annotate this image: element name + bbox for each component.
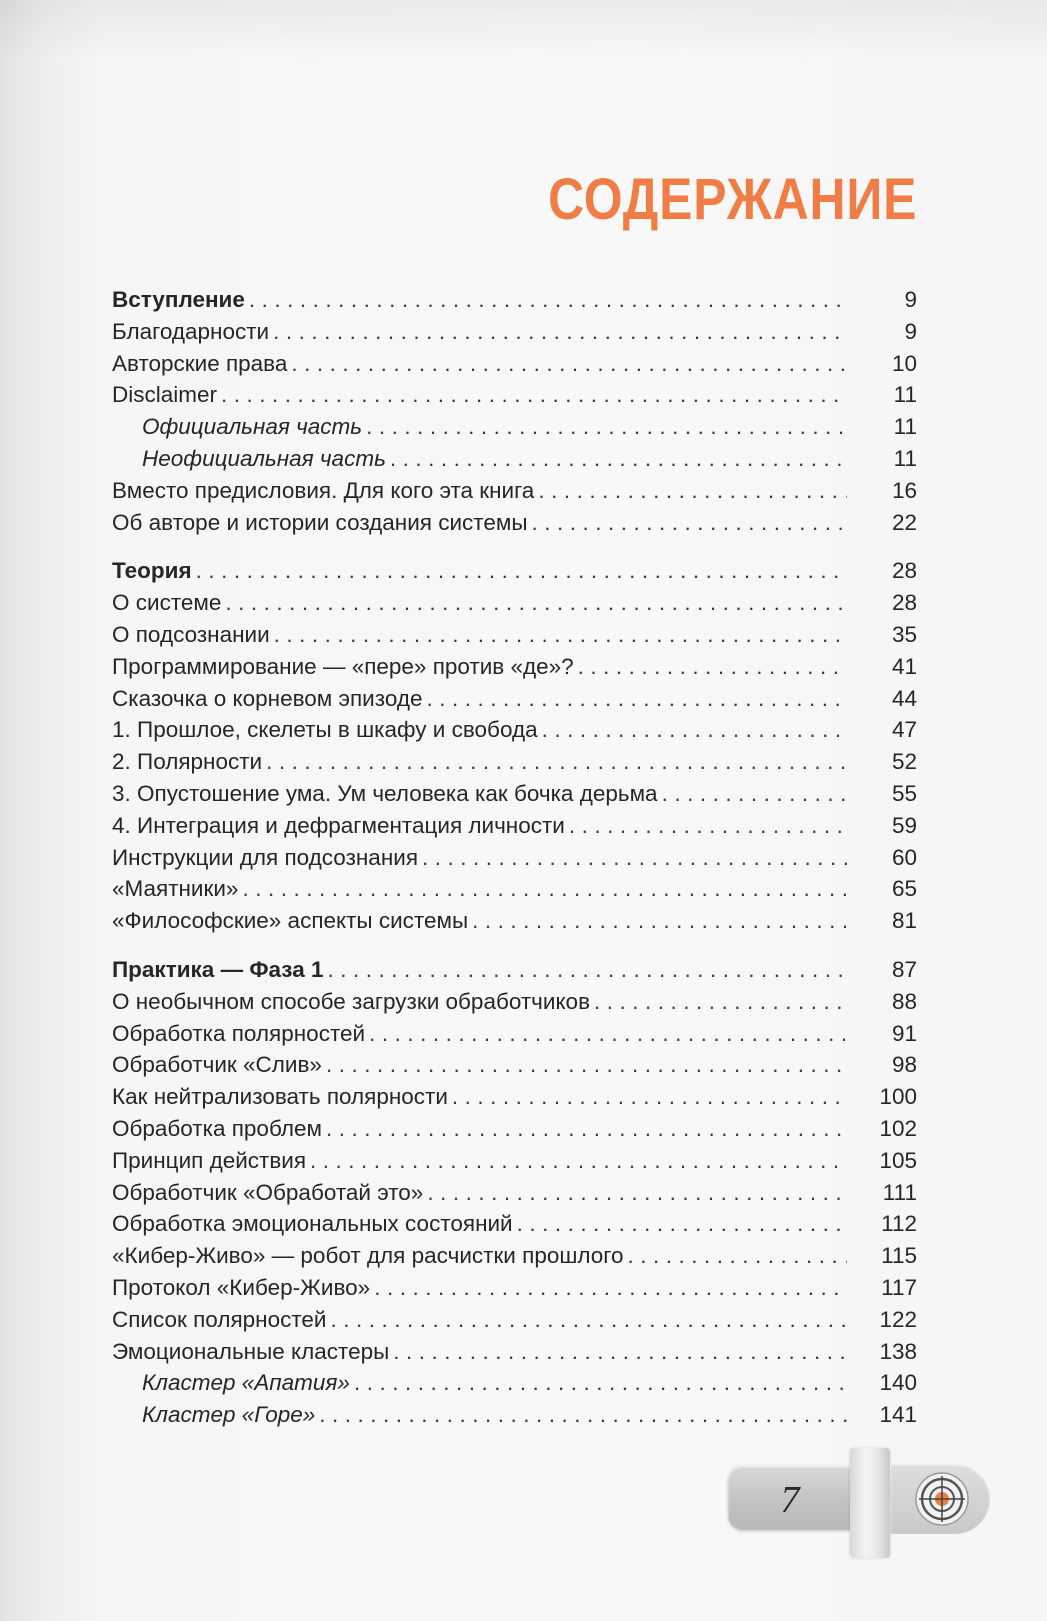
toc-entry-label: Сказочка о корневом эпизоде xyxy=(112,685,423,711)
toc-entry-page: 11 xyxy=(893,445,917,471)
toc-entry xyxy=(112,1208,917,1240)
toc-subentry xyxy=(112,1399,917,1431)
dot-leader xyxy=(330,1304,847,1336)
toc-entry-label: Об авторе и истории создания системы xyxy=(112,509,528,535)
toc-entry-page: 47 xyxy=(891,717,917,743)
footer-decorative-bar xyxy=(850,1448,890,1558)
dot-leader xyxy=(291,348,847,380)
toc-entry-label: «Философские» аспекты системы xyxy=(112,908,469,934)
toc-entry-page: 59 xyxy=(891,812,917,838)
toc-entry xyxy=(112,1240,917,1272)
page-number: 7 xyxy=(780,1479,800,1521)
toc-entry-page: 41 xyxy=(891,653,917,679)
toc-entry-page: 100 xyxy=(879,1084,917,1110)
toc-entry xyxy=(112,986,917,1018)
toc-entry-label: О системе xyxy=(112,590,222,616)
dot-leader xyxy=(354,1367,847,1399)
toc-entry xyxy=(112,1304,917,1336)
toc-entry-page: 9 xyxy=(904,287,917,312)
toc-entry-label: Неофициальная часть xyxy=(142,445,386,471)
dot-leader xyxy=(242,873,847,905)
toc-entry-label: «Кибер-Живо» — робот для расчистки прошлого xyxy=(112,1243,624,1269)
toc-entry-label: Список полярностей xyxy=(112,1306,327,1332)
toc-entry-label: Обработка эмоциональных состояний xyxy=(112,1211,513,1237)
toc-entry-label: Disclaimer xyxy=(112,382,218,408)
toc-entry-label: Обработчик «Слив» xyxy=(112,1052,322,1078)
dot-leader xyxy=(427,1177,847,1209)
toc-entry xyxy=(112,587,917,619)
dot-leader xyxy=(221,379,847,411)
toc-entry xyxy=(112,1272,917,1304)
toc-entry-label: Кластер «Апатия» xyxy=(142,1370,350,1396)
toc-entry xyxy=(112,1336,917,1368)
toc-entry-page: 22 xyxy=(891,509,917,535)
toc-section xyxy=(112,954,917,1431)
toc-entry xyxy=(112,1177,917,1209)
toc-entry-page: 81 xyxy=(891,908,917,934)
toc-entry xyxy=(112,316,917,348)
toc-entry xyxy=(112,507,917,539)
toc-entry xyxy=(112,651,917,683)
toc-entry-page: 28 xyxy=(891,558,917,584)
table-of-contents xyxy=(112,284,917,1448)
toc-entry xyxy=(112,1049,917,1081)
toc-entry-page: 88 xyxy=(891,988,917,1014)
dot-leader xyxy=(628,1240,847,1272)
toc-entry-label: Инструкции для подсознания xyxy=(112,844,419,870)
toc-entry-label: О подсознании xyxy=(112,621,270,647)
toc-entry-label: О необычном способе загрузки обработчиков xyxy=(112,988,591,1014)
toc-entry-label: Благодарности xyxy=(112,318,270,344)
target-icon xyxy=(914,1471,970,1527)
dot-leader xyxy=(569,810,847,842)
toc-entry xyxy=(112,842,917,874)
toc-entry xyxy=(112,810,917,842)
toc-entry-label: Принцип действия xyxy=(112,1147,307,1173)
toc-entry xyxy=(112,683,917,715)
dot-leader xyxy=(310,1145,847,1177)
toc-entry xyxy=(112,1145,917,1177)
page-title: СОДЕРЖАНИЕ xyxy=(547,167,917,232)
dot-leader xyxy=(393,1336,847,1368)
toc-entry xyxy=(112,873,917,905)
toc-entry-label: Как нейтрализовать полярности xyxy=(112,1084,448,1110)
toc-entry-label: Вступление xyxy=(112,287,245,312)
toc-subentry xyxy=(112,411,917,443)
toc-entry-page: 105 xyxy=(879,1147,917,1173)
toc-entry xyxy=(112,1113,917,1145)
toc-entry-page: 60 xyxy=(891,844,917,870)
toc-entry-page: 91 xyxy=(891,1020,917,1046)
dot-leader xyxy=(422,842,847,874)
dot-leader xyxy=(538,475,847,507)
page-edge-shadow xyxy=(0,0,1047,60)
toc-entry-page: 11 xyxy=(893,382,917,408)
toc-entry-label: 1. Прошлое, скелеты в шкафу и свобода xyxy=(112,717,538,743)
dot-leader xyxy=(517,1208,847,1240)
toc-entry-label: Кластер «Горе» xyxy=(142,1402,316,1428)
toc-entry-page: 55 xyxy=(891,780,917,806)
toc-entry-page: 140 xyxy=(879,1370,917,1396)
toc-entry-page: 87 xyxy=(891,956,917,982)
toc-entry-page: 112 xyxy=(881,1211,917,1237)
toc-entry-label: Вместо предисловия. Для кого эта книга xyxy=(112,477,535,503)
toc-section-heading xyxy=(112,284,917,316)
toc-entry-label: 2. Полярности xyxy=(112,749,263,775)
dot-leader xyxy=(374,1272,847,1304)
toc-entry-label: Протокол «Кибер-Живо» xyxy=(112,1274,371,1300)
toc-entry-page: 111 xyxy=(882,1179,917,1205)
dot-leader xyxy=(249,284,847,316)
dot-leader xyxy=(366,411,847,443)
dot-leader xyxy=(326,1049,847,1081)
toc-subentry xyxy=(112,443,917,475)
dot-leader xyxy=(662,778,847,810)
toc-entry-page: 141 xyxy=(879,1402,917,1428)
toc-section-heading xyxy=(112,954,917,986)
toc-entry xyxy=(112,475,917,507)
toc-section-heading xyxy=(112,555,917,587)
toc-entry-page: 11 xyxy=(893,414,917,440)
toc-entry-page: 28 xyxy=(891,590,917,616)
toc-section xyxy=(112,284,917,538)
toc-entry-label: 4. Интеграция и дефрагментация личности xyxy=(112,812,565,838)
dot-leader xyxy=(319,1399,847,1431)
toc-entry xyxy=(112,714,917,746)
toc-entry-label: Программирование — «пере» против «де»? xyxy=(112,653,574,679)
dot-leader xyxy=(196,555,847,587)
toc-entry-page: 102 xyxy=(879,1115,917,1141)
toc-entry-page: 35 xyxy=(891,621,917,647)
toc-entry-label: Обработка проблем xyxy=(112,1115,322,1141)
dot-leader xyxy=(390,443,847,475)
toc-entry-page: 65 xyxy=(891,876,917,902)
dot-leader xyxy=(452,1081,847,1113)
toc-entry-label: Обработка полярностей xyxy=(112,1020,366,1046)
toc-entry xyxy=(112,619,917,651)
dot-leader xyxy=(266,746,847,778)
toc-entry-page: 98 xyxy=(891,1052,917,1078)
toc-entry-label: Теория xyxy=(112,558,192,584)
dot-leader xyxy=(369,1018,847,1050)
toc-entry xyxy=(112,1081,917,1113)
toc-entry-label: 3. Опустошение ума. Ум человека как бочка дерьма xyxy=(112,780,658,806)
toc-entry-label: Официальная часть xyxy=(142,414,363,440)
toc-entry-label: Авторские права xyxy=(112,350,288,376)
toc-entry-label: Обработчик «Обработай это» xyxy=(112,1179,424,1205)
dot-leader xyxy=(594,986,847,1018)
toc-entry xyxy=(112,379,917,411)
dot-leader xyxy=(273,316,847,348)
dot-leader xyxy=(225,587,847,619)
toc-entry xyxy=(112,778,917,810)
toc-entry-page: 44 xyxy=(891,685,917,711)
toc-section xyxy=(112,555,917,937)
toc-entry-page: 138 xyxy=(879,1338,917,1364)
toc-subentry xyxy=(112,1367,917,1399)
toc-entry-label: Эмоциональные кластеры xyxy=(112,1338,390,1364)
toc-entry xyxy=(112,1018,917,1050)
toc-entry-page: 117 xyxy=(881,1274,917,1300)
dot-leader xyxy=(532,507,848,539)
dot-leader xyxy=(472,905,847,937)
toc-entry-label: «Маятники» xyxy=(112,876,239,902)
toc-entry-page: 122 xyxy=(879,1306,917,1332)
toc-entry xyxy=(112,905,917,937)
dot-leader xyxy=(542,714,847,746)
dot-leader xyxy=(326,1113,847,1145)
toc-entry-page: 115 xyxy=(881,1243,917,1269)
dot-leader xyxy=(327,954,847,986)
dot-leader xyxy=(578,651,847,683)
toc-entry-page: 10 xyxy=(891,350,917,376)
toc-entry-page: 52 xyxy=(891,749,917,775)
dot-leader xyxy=(426,683,847,715)
dot-leader xyxy=(274,619,847,651)
toc-entry-page: 9 xyxy=(904,318,917,344)
toc-entry-label: Практика — Фаза 1 xyxy=(112,956,324,982)
toc-entry xyxy=(112,348,917,380)
toc-entry xyxy=(112,746,917,778)
toc-entry-page: 16 xyxy=(891,477,917,503)
